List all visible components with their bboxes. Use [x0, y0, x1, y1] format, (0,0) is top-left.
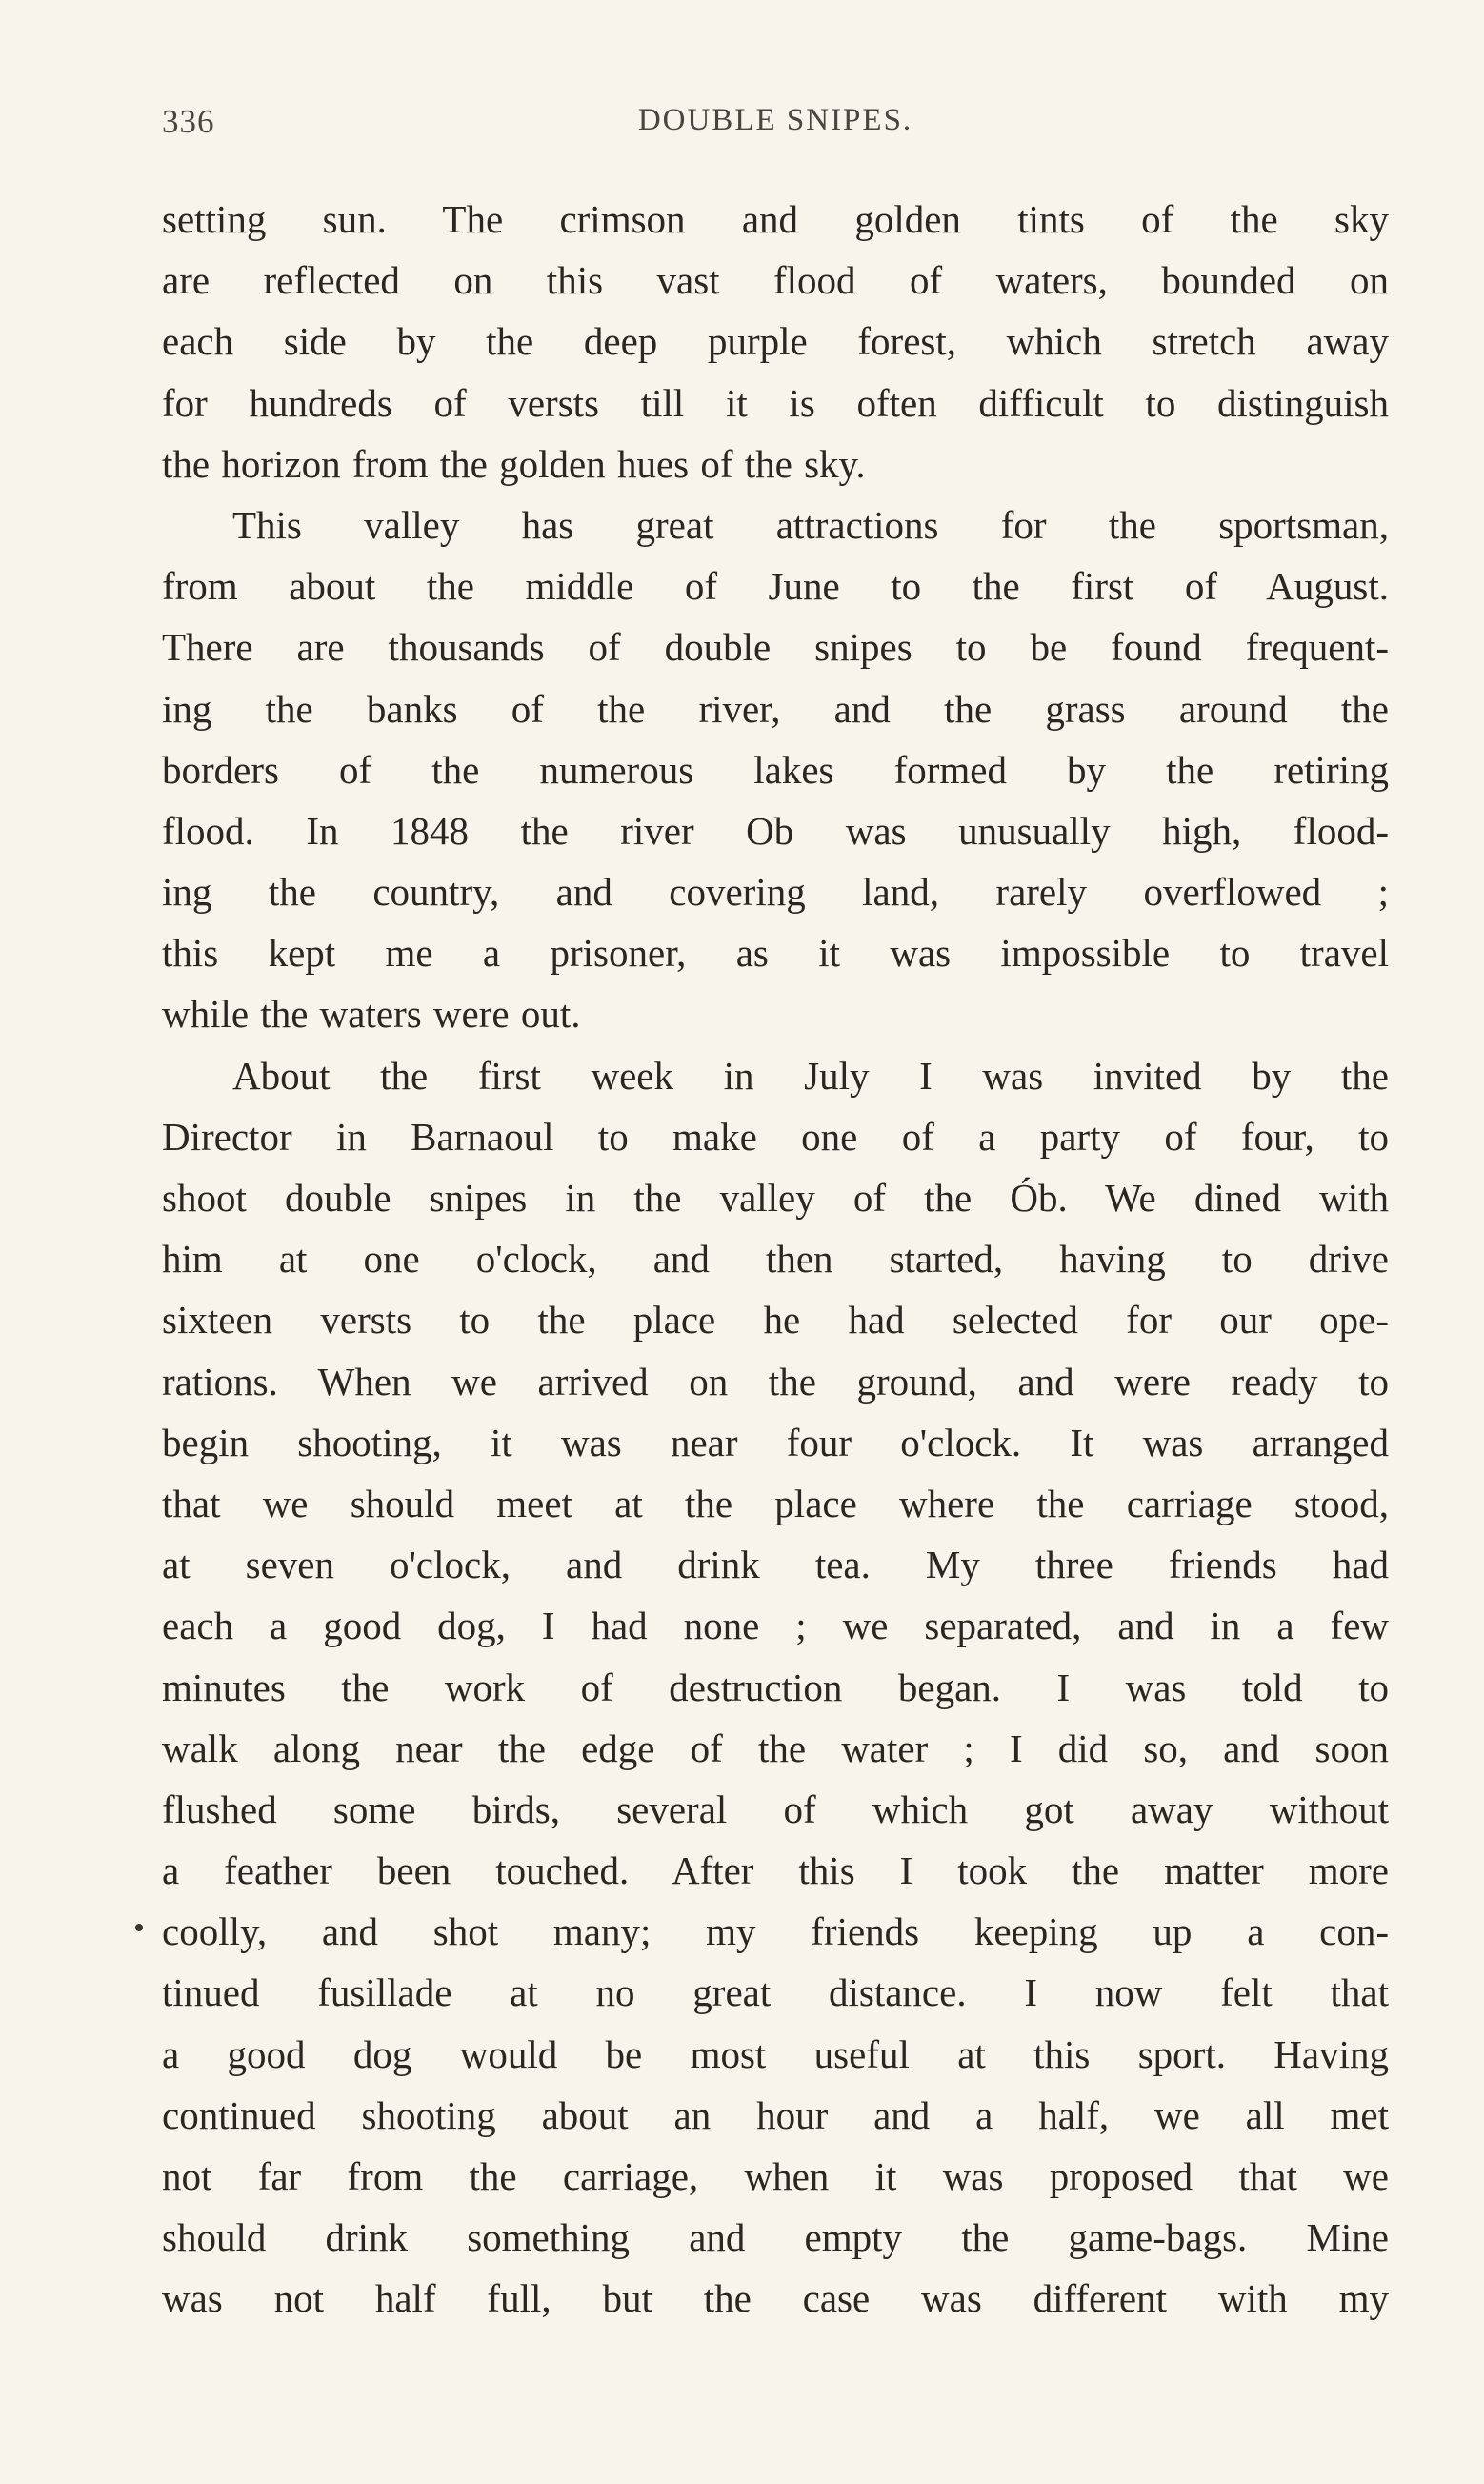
text-line: should drink something and empty the game-bags. Mine: [162, 2215, 1389, 2260]
text-line: the horizon from the golden hues of the sky.: [162, 441, 866, 486]
text-line: at seven o'clock, and drink tea. My three friends had: [162, 1543, 1389, 1587]
text-line: Director in Barnaoul to make one of a party of four, to: [162, 1114, 1389, 1159]
paragraph-start-line: This valley has great attractions for the sportsman,: [232, 502, 1389, 547]
text-line: minutes the work of destruction began. I was told to: [162, 1665, 1389, 1709]
text-line: flushed some birds, several of which got away without: [162, 1787, 1389, 1831]
text-line: each side by the deep purple forest, which stretch away: [162, 319, 1389, 364]
text-line: continued shooting about an hour and a half, we all met: [162, 2092, 1389, 2137]
text-line: There are thousands of double snipes to be found frequent-: [162, 625, 1389, 670]
body-text: [162, 189, 1389, 2330]
text-line: a feather been touched. After this I took the matter more: [162, 1848, 1389, 1893]
text-line: from about the middle of June to the first of August.: [162, 564, 1389, 609]
text-line: borders of the numerous lakes formed by the retiring: [162, 747, 1389, 792]
text-line: flood. In 1848 the river Ob was unusually high, flood-: [162, 808, 1389, 853]
text-line: was not half full, but the case was different with my: [162, 2276, 1389, 2321]
margin-dot-mark: [135, 1924, 143, 1931]
text-line: setting sun. The crimson and golden tints of the sky: [162, 197, 1389, 241]
text-line: a good dog would be most useful at this sport. Having: [162, 2031, 1389, 2076]
text-line: while the waters were out.: [162, 992, 581, 1037]
text-line: ing the banks of the river, and the grass around the: [162, 686, 1389, 731]
text-line: walk along near the edge of the water ; I did so, and soon: [162, 1726, 1389, 1770]
text-line: shoot double snipes in the valley of the Ób. We dined with: [162, 1176, 1389, 1220]
text-line: that we should meet at the place where the carriage stood,: [162, 1481, 1389, 1525]
text-line: each a good dog, I had none ; we separated, and in a few: [162, 1604, 1389, 1648]
text-line: tinued fusillade at no great distance. I now felt that: [162, 1970, 1389, 2015]
text-line: him at one o'clock, and then started, having to drive: [162, 1237, 1389, 1282]
text-line: ing the country, and covering land, rarely overflowed ;: [162, 870, 1389, 915]
paragraph-start-line: About the first week in July I was invited by the: [232, 1053, 1389, 1098]
page-number: 336: [162, 103, 215, 140]
text-line: coolly, and shot many; my friends keeping up a con-: [162, 1909, 1389, 1954]
text-line: begin shooting, it was near four o'clock. It was arranged: [162, 1420, 1389, 1464]
text-line: this kept me a prisoner, as it was impossible to travel: [162, 931, 1389, 976]
page-header: [162, 103, 1389, 152]
text-line: not far from the carriage, when it was proposed that we: [162, 2154, 1389, 2198]
text-line: sixteen versts to the place he had selected for our ope-: [162, 1298, 1389, 1343]
text-line: rations. When we arrived on the ground, and were ready to: [162, 1359, 1389, 1404]
text-line: are reflected on this vast flood of waters, bounded on: [162, 258, 1389, 303]
text-line: for hundreds of versts till it is often difficult to distinguish: [162, 380, 1389, 425]
running-title: DOUBLE SNIPES.: [637, 103, 913, 137]
